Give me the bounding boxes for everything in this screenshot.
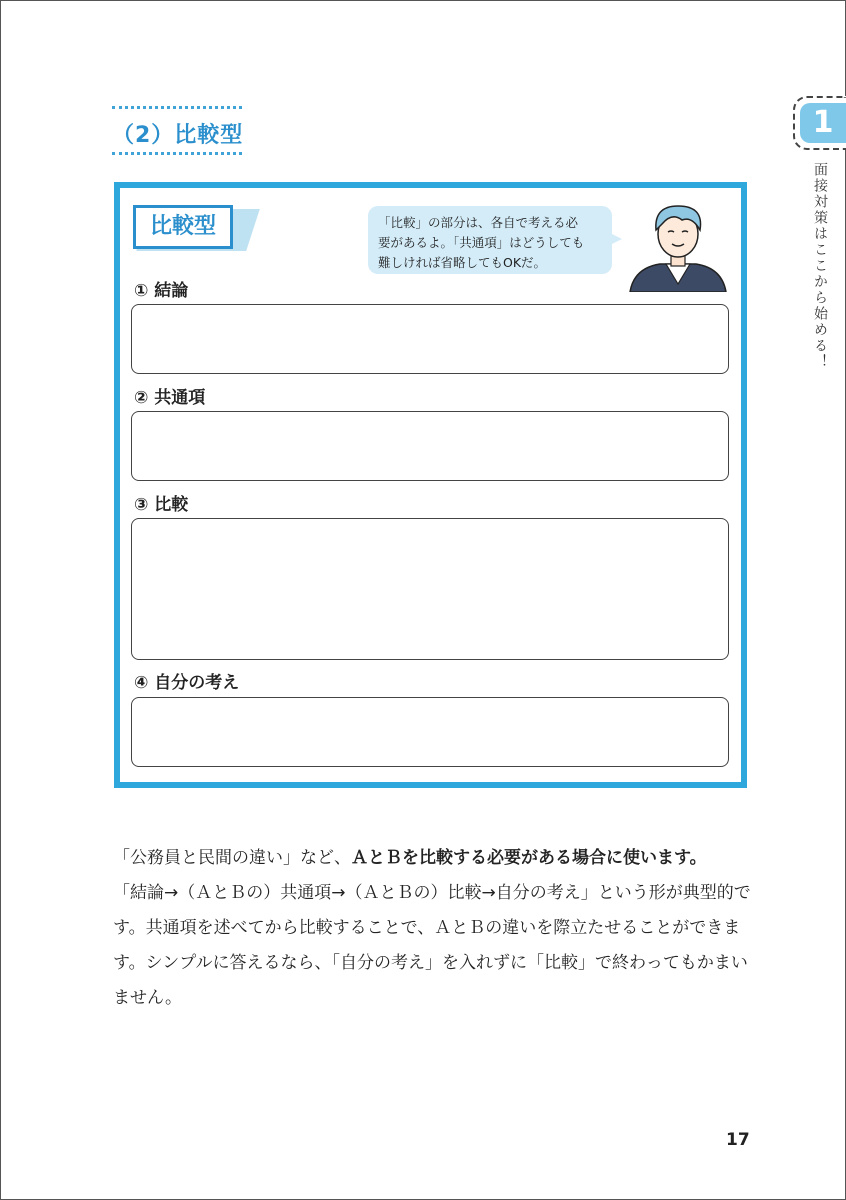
chapter-tab <box>793 96 846 150</box>
template-title: 比較型 <box>133 205 233 249</box>
paragraph-2: 「結論→（ＡとＢの）共通項→（ＡとＢの）比較→自分の考え」という形が典型的です。共通項を述べてから比較することで、ＡとＢの違いを際立たせることができます。シンプルに答えるなら、「自分の考え」を入れずに「比較」で終わってもかまいません。 <box>113 883 751 1008</box>
paragraph-1-text: 「公務員と民間の違い」など、 <box>113 848 351 868</box>
bubble-line: 難しければ省略してもOKだ。 <box>378 255 547 270</box>
speech-bubble-tail <box>608 232 622 246</box>
field-label-common-points: ② 共通項 <box>134 388 206 408</box>
field-label-conclusion: ① 結論 <box>134 281 189 301</box>
section-heading <box>112 106 242 156</box>
chapter-tab-fill <box>800 103 846 143</box>
field-label-own-opinion: ④ 自分の考え <box>134 673 240 693</box>
section-title: （2）比較型 <box>112 123 244 148</box>
paragraph-1-bold: ＡとＢを比較する必要がある場合に使います。 <box>351 848 707 868</box>
bubble-line: 要があるよ。「共通項」はどうしても <box>378 235 585 250</box>
dotted-rule-top <box>112 106 242 109</box>
field-label-comparison: ③ 比較 <box>134 495 189 515</box>
paragraph-1 <box>113 841 753 876</box>
page-number: 17 <box>726 1130 750 1150</box>
body-text <box>113 841 753 1016</box>
common-points-field[interactable] <box>131 411 729 481</box>
comparison-field[interactable] <box>131 518 729 660</box>
man-avatar-illustration <box>626 194 730 292</box>
dotted-rule-bottom <box>112 152 242 155</box>
own-opinion-field[interactable] <box>131 697 729 767</box>
bubble-line: 「比較」の部分は、各自で考える必 <box>378 215 579 230</box>
speech-bubble <box>368 206 612 274</box>
chapter-label: 面接対策はここから始める！ <box>812 162 828 370</box>
template-title-box <box>133 205 237 253</box>
conclusion-field[interactable] <box>131 304 729 374</box>
chapter-number: 1 <box>812 105 834 140</box>
